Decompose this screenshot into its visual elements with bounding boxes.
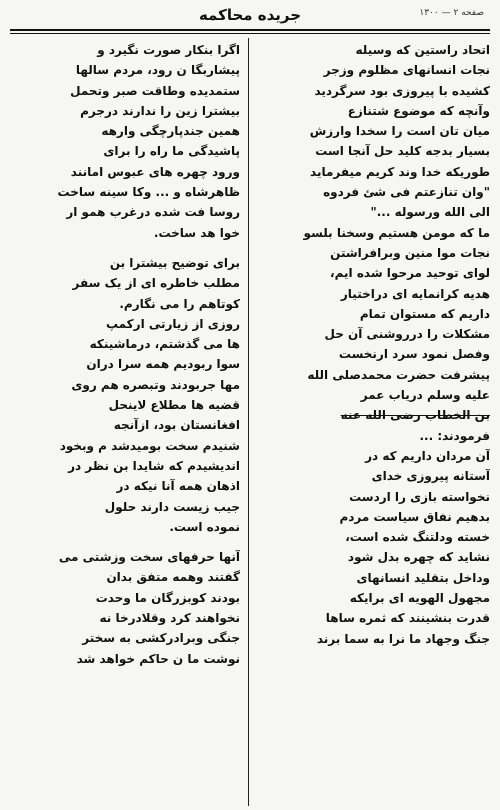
text-line: اندیشیدم که شایدا بن نظر در — [68, 458, 240, 473]
text-line: نموده است. — [169, 519, 240, 534]
text-line: لوای توحید مرحوا شده ایم، — [330, 266, 490, 281]
text-line: اتحاد راستین که وسیله — [355, 43, 490, 57]
text-line: سوا ربودیم همه سرا دران — [86, 357, 240, 372]
text-line: بسیار بدجه کلید حل آنجا است — [315, 144, 490, 159]
text-line: مها جربودند وتبصره هم روی — [71, 377, 240, 392]
header-rule-thin — [10, 33, 490, 34]
text-line: داریم که مستوان تمام — [359, 306, 490, 321]
text-line: فرمودند: ... — [419, 428, 490, 443]
text-line: آستانه پیروزی خدای — [371, 469, 490, 484]
text-line: شنیدم سخت بومیدشد م وبخود — [59, 438, 240, 453]
text-line: مجهول الهویه ای برایکه — [349, 591, 490, 606]
text-line: جنگی وبرادرکشی به سختر — [82, 631, 240, 646]
text-line: پیشاربگا ن رود، مردم سالها — [75, 63, 240, 78]
text-line: روسا فت شده درغرب همو ار — [66, 205, 240, 220]
text-line: اگرا بنکار صورت نگیرد و — [97, 43, 240, 57]
header-rule — [10, 29, 490, 31]
left-column — [12, 40, 240, 669]
text-line: "وان تنازعتم فی شئ فردوه — [323, 185, 490, 200]
text-line: قدرت بنشینند که ثمره ساها — [325, 611, 490, 626]
text-line: نوشت ما ن حاکم خواهد شد — [76, 651, 240, 666]
text-line: ما که مومن هستیم وسخنا بلسو — [303, 225, 490, 240]
text-line: نخواسته بازی را اردست — [349, 489, 490, 504]
text-line: نشاید که چهره بدل شود — [347, 550, 490, 565]
text-line: روزی از زیارتی ارکمپ — [105, 316, 240, 331]
paragraph-gap — [12, 537, 240, 547]
text-line: پیشرفت حضرت محمدصلی الله — [307, 367, 490, 382]
text-line: برای توضیح بیشترا بن — [109, 255, 240, 270]
text-line: کوتاهم را می نگارم. — [119, 296, 240, 311]
text-line: مشکلات را درروشنی آن حل — [324, 327, 490, 342]
text-line: بیشترا زین را ندارند درجرم — [80, 103, 240, 118]
text-line: پاشیدگی ما راه را برای — [103, 144, 240, 159]
text-line: آنها حرفهای سخت وزشتی می — [58, 550, 240, 565]
text-line: بدهیم نفاق سیاست مردم — [339, 509, 490, 524]
text-line: نجات موا منین وبرافراشتن — [330, 245, 490, 260]
text-line: ستمدیده وطاقت صبر وتحمل — [70, 83, 240, 98]
text-line: همین جندپارچگی وارهه — [101, 124, 240, 139]
text-line: میان تان است را سخدا وارزش — [309, 124, 490, 139]
column-divider — [248, 38, 249, 806]
right-column — [258, 40, 490, 649]
text-line: آن مردان داریم که در — [365, 448, 490, 463]
text-line: ورود چهره های عبوس امانند — [70, 164, 240, 179]
paragraph-gap — [12, 243, 240, 253]
text-line: نخواهند کرد وقلادرخا نه — [99, 611, 240, 626]
text-line: افغانستان بود، ازآنجه — [113, 418, 240, 433]
text-line: جنگ وجهاد ما نرا به سما برند — [316, 631, 490, 646]
text-line: نجات انسانهای مظلوم وزجر — [323, 63, 490, 78]
text-line: وداخل بتقلید انسانهای — [356, 570, 490, 585]
text-line: وفصل نمود سرد ارنخست — [338, 347, 490, 362]
text-line: طوریکه خدا وند کریم میفرماید — [310, 164, 490, 179]
text-line: قضیه ها مطلاع لاینحل — [108, 398, 240, 413]
text-line: کشیده با پیروزی بود سرگردید — [314, 83, 490, 98]
issue-date: صفحه ۲ — ۱۳۰۰ — [419, 8, 484, 18]
text-line: خوا هد ساخت. — [153, 225, 240, 240]
text-line: الی الله ورسوله ..." — [370, 205, 490, 220]
text-line: خسته ودلتنگ شده است، — [345, 530, 490, 545]
text-line: جیب زیست دارند حلول — [104, 499, 240, 514]
text-line: ها می گذشتم، درماشینکه — [89, 337, 240, 352]
text-line: مطلب خاطره ای از یک سفر — [72, 276, 240, 291]
text-line: اذهان همه آنا نیکه در — [116, 479, 240, 494]
text-line: گفتند وهمه متفق بدان — [106, 570, 240, 585]
text-line: علیه وسلم دریاب عمر — [360, 388, 490, 403]
publication-title: جریده محاکمه — [198, 6, 302, 24]
text-line: بن الخطاب رضی الله عنه — [340, 408, 490, 423]
text-line: بودند کوبزرگان ما وحدت — [95, 590, 240, 605]
text-line: هدیه کرانمایه ای دراختیار — [340, 286, 490, 301]
text-line: وآنچه که موضوع شتنازع — [347, 103, 490, 118]
text-line: ظاهرشاه و ... وکا سینه ساخت — [57, 185, 240, 200]
